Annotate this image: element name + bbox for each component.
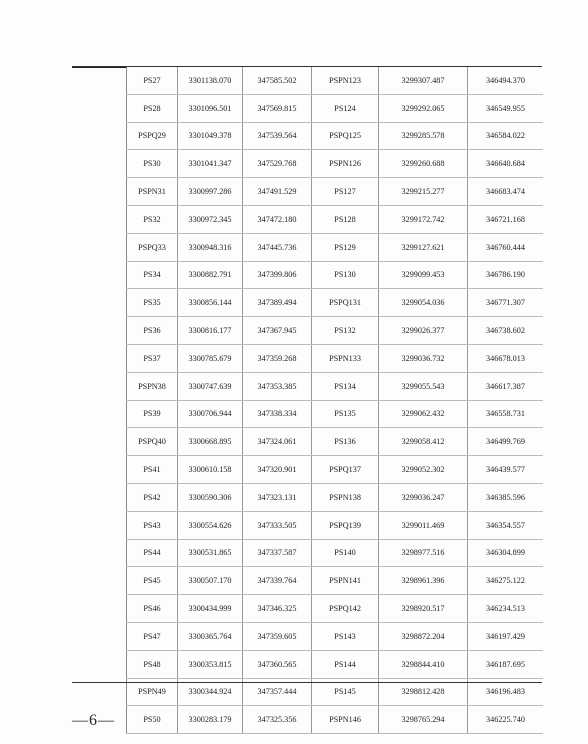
cell-x-coordinate: 3300706.944 <box>178 400 243 428</box>
cell-y-coordinate: 346617.387 <box>468 372 544 400</box>
table-row <box>127 344 544 372</box>
cell-x-coordinate: 3300507.170 <box>178 567 243 595</box>
cell-x-coordinate: 3299036.732 <box>379 344 468 372</box>
cell-x-coordinate: 3298872.204 <box>379 622 468 650</box>
cell-point-id: PS50 <box>127 706 178 734</box>
cell-point-id: PS135 <box>312 400 379 428</box>
cell-y-coordinate: 346494.370 <box>468 67 544 94</box>
cell-y-coordinate: 346354.557 <box>468 511 544 539</box>
table-row <box>127 456 544 484</box>
cell-y-coordinate: 347569.815 <box>243 94 312 122</box>
cell-point-id: PSPN126 <box>312 150 379 178</box>
cell-point-id: PS35 <box>127 289 178 317</box>
cell-x-coordinate: 3299127.621 <box>379 233 468 261</box>
cell-y-coordinate: 347338.334 <box>243 400 312 428</box>
cell-point-id: PS132 <box>312 317 379 345</box>
cell-y-coordinate: 347399.806 <box>243 261 312 289</box>
cell-x-coordinate: 3300283.179 <box>178 706 243 734</box>
cell-y-coordinate: 346683.474 <box>468 178 544 206</box>
cell-point-id: PS143 <box>312 622 379 650</box>
cell-point-id: PS128 <box>312 205 379 233</box>
cell-point-id: PSPQ33 <box>127 233 178 261</box>
cell-point-id: PS39 <box>127 400 178 428</box>
cell-y-coordinate: 347320.901 <box>243 456 312 484</box>
cell-point-id: PS46 <box>127 595 178 623</box>
cell-x-coordinate: 3300668.895 <box>178 428 243 456</box>
cell-x-coordinate: 3301096.501 <box>178 94 243 122</box>
cell-point-id: PSPN49 <box>127 678 178 706</box>
table-row <box>127 178 544 206</box>
cell-y-coordinate: 347491.529 <box>243 178 312 206</box>
cell-x-coordinate: 3299285.578 <box>379 122 468 150</box>
cell-point-id: PSPN123 <box>312 67 379 94</box>
cell-x-coordinate: 3299215.277 <box>379 178 468 206</box>
cell-x-coordinate: 3300747.639 <box>178 372 243 400</box>
cell-y-coordinate: 347337.587 <box>243 539 312 567</box>
cell-y-coordinate: 347539.564 <box>243 122 312 150</box>
cell-point-id: PS47 <box>127 622 178 650</box>
cell-y-coordinate: 347346.325 <box>243 595 312 623</box>
cell-point-id: PS44 <box>127 539 178 567</box>
cell-point-id: PS144 <box>312 650 379 678</box>
table-row <box>127 94 544 122</box>
cell-point-id: PS145 <box>312 678 379 706</box>
cell-point-id: PSPQ40 <box>127 428 178 456</box>
cell-point-id: PSPN146 <box>312 706 379 734</box>
cell-x-coordinate: 3299055.543 <box>379 372 468 400</box>
cell-point-id: PS127 <box>312 178 379 206</box>
cell-y-coordinate: 347353.385 <box>243 372 312 400</box>
cell-x-coordinate: 3299292.065 <box>379 94 468 122</box>
cell-x-coordinate: 3299026.377 <box>379 317 468 345</box>
cell-point-id: PSPQ131 <box>312 289 379 317</box>
cell-y-coordinate: 347585.502 <box>243 67 312 94</box>
cell-x-coordinate: 3299260.688 <box>379 150 468 178</box>
cell-y-coordinate: 346786.190 <box>468 261 544 289</box>
table-row <box>127 622 544 650</box>
table-row <box>127 233 544 261</box>
cell-y-coordinate: 346499.769 <box>468 428 544 456</box>
cell-x-coordinate: 3299036.247 <box>379 483 468 511</box>
cell-x-coordinate: 3299062.432 <box>379 400 468 428</box>
table-row <box>127 539 544 567</box>
table-row <box>127 483 544 511</box>
cell-y-coordinate: 346439.577 <box>468 456 544 484</box>
cell-x-coordinate: 3298765.294 <box>379 706 468 734</box>
table-row <box>127 261 544 289</box>
cell-point-id: PSPQ139 <box>312 511 379 539</box>
cell-y-coordinate: 346771.307 <box>468 289 544 317</box>
cell-y-coordinate: 347367.945 <box>243 317 312 345</box>
cell-point-id: PS134 <box>312 372 379 400</box>
cell-point-id: PS27 <box>127 67 178 94</box>
cell-y-coordinate: 347339.764 <box>243 567 312 595</box>
cell-point-id: PSPN138 <box>312 483 379 511</box>
cell-x-coordinate: 3300856.144 <box>178 289 243 317</box>
bottom-rule <box>72 682 542 683</box>
cell-point-id: PSPN141 <box>312 567 379 595</box>
cell-x-coordinate: 3300997.286 <box>178 178 243 206</box>
cell-point-id: PSPN133 <box>312 344 379 372</box>
cell-y-coordinate: 346640.684 <box>468 150 544 178</box>
cell-y-coordinate: 346738.602 <box>468 317 544 345</box>
cell-point-id: PS34 <box>127 261 178 289</box>
coordinate-table <box>126 67 543 734</box>
cell-x-coordinate: 3300785.679 <box>178 344 243 372</box>
cell-point-id: PS43 <box>127 511 178 539</box>
cell-point-id: PSPQ137 <box>312 456 379 484</box>
cell-x-coordinate: 3301049.378 <box>178 122 243 150</box>
table-row <box>127 205 544 233</box>
cell-y-coordinate: 346275.122 <box>468 567 544 595</box>
cell-x-coordinate: 3300610.158 <box>178 456 243 484</box>
table-row <box>127 289 544 317</box>
cell-x-coordinate: 3300531.865 <box>178 539 243 567</box>
cell-x-coordinate: 3299054.036 <box>379 289 468 317</box>
cell-y-coordinate: 347472.180 <box>243 205 312 233</box>
cell-x-coordinate: 3299307.487 <box>379 67 468 94</box>
cell-point-id: PS28 <box>127 94 178 122</box>
cell-y-coordinate: 346558.731 <box>468 400 544 428</box>
cell-y-coordinate: 346760.444 <box>468 233 544 261</box>
table-row <box>127 400 544 428</box>
cell-y-coordinate: 347324.061 <box>243 428 312 456</box>
table-row <box>127 511 544 539</box>
cell-point-id: PS36 <box>127 317 178 345</box>
cell-x-coordinate: 3298920.517 <box>379 595 468 623</box>
cell-point-id: PSPQ142 <box>312 595 379 623</box>
cell-point-id: PSPQ125 <box>312 122 379 150</box>
table-row <box>127 650 544 678</box>
cell-x-coordinate: 3298844.410 <box>379 650 468 678</box>
cell-x-coordinate: 3298977.516 <box>379 539 468 567</box>
cell-y-coordinate: 346304.899 <box>468 539 544 567</box>
cell-y-coordinate: 346721.168 <box>468 205 544 233</box>
cell-point-id: PS42 <box>127 483 178 511</box>
cell-y-coordinate: 346196.483 <box>468 678 544 706</box>
cell-point-id: PS37 <box>127 344 178 372</box>
cell-y-coordinate: 346187.695 <box>468 650 544 678</box>
table-row <box>127 372 544 400</box>
cell-point-id: PS41 <box>127 456 178 484</box>
table-row <box>127 567 544 595</box>
cell-x-coordinate: 3301041.347 <box>178 150 243 178</box>
cell-y-coordinate: 346225.740 <box>468 706 544 734</box>
cell-y-coordinate: 347445.736 <box>243 233 312 261</box>
cell-y-coordinate: 347325.356 <box>243 706 312 734</box>
cell-y-coordinate: 346385.596 <box>468 483 544 511</box>
cell-y-coordinate: 346549.955 <box>468 94 544 122</box>
table-row <box>127 122 544 150</box>
cell-x-coordinate: 3300972.345 <box>178 205 243 233</box>
cell-point-id: PS48 <box>127 650 178 678</box>
cell-x-coordinate: 3300344.924 <box>178 678 243 706</box>
cell-y-coordinate: 347359.268 <box>243 344 312 372</box>
cell-x-coordinate: 3301138.070 <box>178 67 243 94</box>
cell-x-coordinate: 3299052.302 <box>379 456 468 484</box>
cell-point-id: PSPN38 <box>127 372 178 400</box>
cell-y-coordinate: 347360.565 <box>243 650 312 678</box>
coordinate-table-body <box>127 67 544 734</box>
cell-x-coordinate: 3300365.764 <box>178 622 243 650</box>
cell-point-id: PS30 <box>127 150 178 178</box>
cell-x-coordinate: 3299172.742 <box>379 205 468 233</box>
cell-y-coordinate: 347323.131 <box>243 483 312 511</box>
table-row <box>127 317 544 345</box>
cell-y-coordinate: 346234.513 <box>468 595 544 623</box>
cell-x-coordinate: 3298961.396 <box>379 567 468 595</box>
page-number: —6— <box>72 712 115 729</box>
cell-x-coordinate: 3299058.412 <box>379 428 468 456</box>
cell-y-coordinate: 346197.429 <box>468 622 544 650</box>
table-row <box>127 150 544 178</box>
cell-point-id: PSPN31 <box>127 178 178 206</box>
cell-y-coordinate: 347357.444 <box>243 678 312 706</box>
cell-x-coordinate: 3300882.791 <box>178 261 243 289</box>
cell-y-coordinate: 347359.605 <box>243 622 312 650</box>
table-row <box>127 428 544 456</box>
cell-x-coordinate: 3299011.469 <box>379 511 468 539</box>
cell-point-id: PS130 <box>312 261 379 289</box>
cell-x-coordinate: 3298812.428 <box>379 678 468 706</box>
cell-x-coordinate: 3299099.453 <box>379 261 468 289</box>
cell-point-id: PS124 <box>312 94 379 122</box>
cell-x-coordinate: 3300353.815 <box>178 650 243 678</box>
cell-x-coordinate: 3300434.999 <box>178 595 243 623</box>
cell-point-id: PS45 <box>127 567 178 595</box>
cell-x-coordinate: 3300816.177 <box>178 317 243 345</box>
cell-y-coordinate: 346678.013 <box>468 344 544 372</box>
cell-y-coordinate: 347333.505 <box>243 511 312 539</box>
cell-point-id: PS32 <box>127 205 178 233</box>
cell-y-coordinate: 346584.022 <box>468 122 544 150</box>
table-row <box>127 595 544 623</box>
table-row <box>127 67 544 94</box>
cell-point-id: PS140 <box>312 539 379 567</box>
cell-x-coordinate: 3300948.316 <box>178 233 243 261</box>
cell-point-id: PS136 <box>312 428 379 456</box>
cell-y-coordinate: 347529.768 <box>243 150 312 178</box>
cell-point-id: PS129 <box>312 233 379 261</box>
cell-x-coordinate: 3300554.626 <box>178 511 243 539</box>
cell-x-coordinate: 3300590.306 <box>178 483 243 511</box>
table-row <box>127 706 544 734</box>
cell-point-id: PSPQ29 <box>127 122 178 150</box>
cell-y-coordinate: 347389.494 <box>243 289 312 317</box>
